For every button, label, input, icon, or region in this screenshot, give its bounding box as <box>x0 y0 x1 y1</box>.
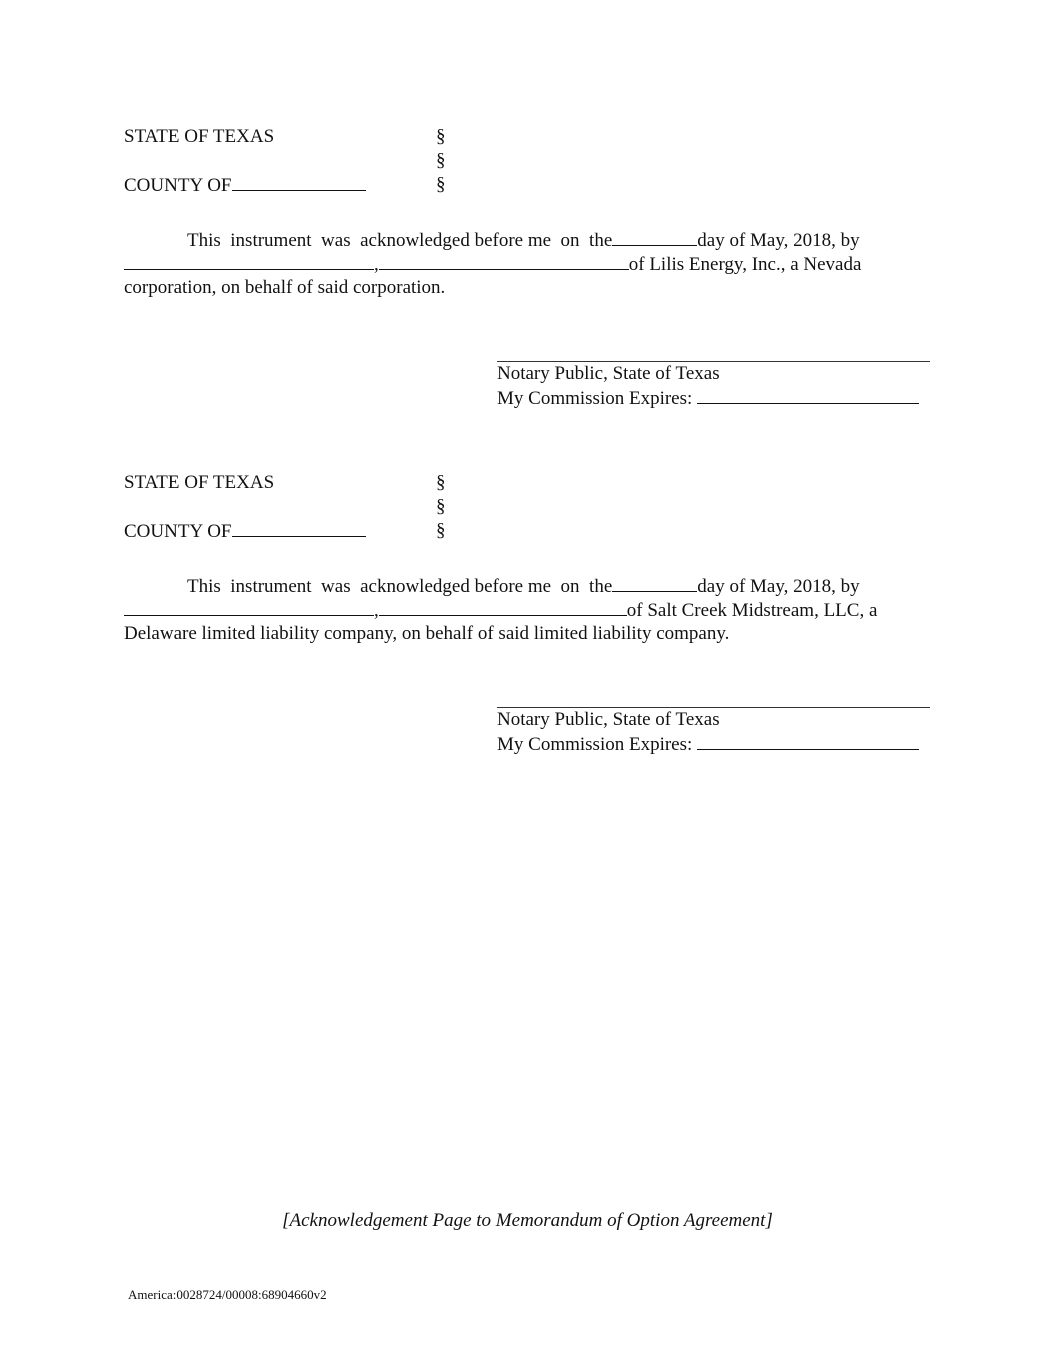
commission-line-2 <box>497 732 919 757</box>
ack-comma: , <box>374 254 379 275</box>
section-mark: § <box>436 126 446 147</box>
ack-para-line3-1: corporation, on behalf of said corporation. <box>124 277 446 298</box>
county-line-1 <box>124 173 366 198</box>
day-blank-1[interactable] <box>612 228 697 246</box>
page-caption: [Acknowledgement Page to Memorandum of Option Agreement] <box>282 1210 773 1231</box>
section-mark: § <box>436 150 446 171</box>
document-id: America:0028724/00008:68904660v2 <box>128 1287 327 1302</box>
ack-text: This instrument was acknowledged before me on the <box>187 576 613 597</box>
name-blank-2[interactable] <box>124 598 374 616</box>
day-blank-2[interactable] <box>612 574 697 592</box>
ack-para-line3-2: Delaware limited liability company, on behalf of said limited liability company. <box>124 623 730 644</box>
section-mark: § <box>436 472 446 493</box>
county-label-1: COUNTY OF <box>124 175 232 196</box>
section-mark: § <box>436 496 446 517</box>
commission-label-1: My Commission Expires: <box>497 388 698 409</box>
name-blank-1[interactable] <box>124 252 374 270</box>
title-blank-1[interactable] <box>379 252 629 270</box>
state-label-1: STATE OF TEXAS <box>124 126 275 147</box>
county-line-2 <box>124 519 366 544</box>
ack-text: of Lilis Energy, Inc., a Nevada <box>628 254 862 275</box>
county-label-2: COUNTY OF <box>124 521 232 542</box>
ack-para-line2-2 <box>124 598 877 623</box>
ack-comma: , <box>374 600 379 621</box>
commission-blank-1[interactable] <box>697 386 919 404</box>
ack-text: of Salt Creek Midstream, LLC, a <box>626 600 878 621</box>
section-mark: § <box>436 174 446 195</box>
section-mark: § <box>436 520 446 541</box>
state-label-2: STATE OF TEXAS <box>124 472 275 493</box>
county-blank-1[interactable] <box>232 173 366 191</box>
commission-line-1 <box>497 386 919 411</box>
ack-text: day of May, 2018, by <box>697 230 860 251</box>
commission-blank-2[interactable] <box>697 732 919 750</box>
ack-text: day of May, 2018, by <box>697 576 860 597</box>
title-blank-2[interactable] <box>379 598 627 616</box>
county-blank-2[interactable] <box>232 519 366 537</box>
notary-title-1: Notary Public, State of Texas <box>497 363 720 384</box>
ack-para-line2-1 <box>124 252 861 277</box>
ack-text: This instrument was acknowledged before me on the <box>187 230 613 251</box>
commission-label-2: My Commission Expires: <box>497 734 698 755</box>
ack-para-line1-1 <box>187 228 860 253</box>
notary-title-2: Notary Public, State of Texas <box>497 709 720 730</box>
ack-para-line1-2 <box>187 574 860 599</box>
